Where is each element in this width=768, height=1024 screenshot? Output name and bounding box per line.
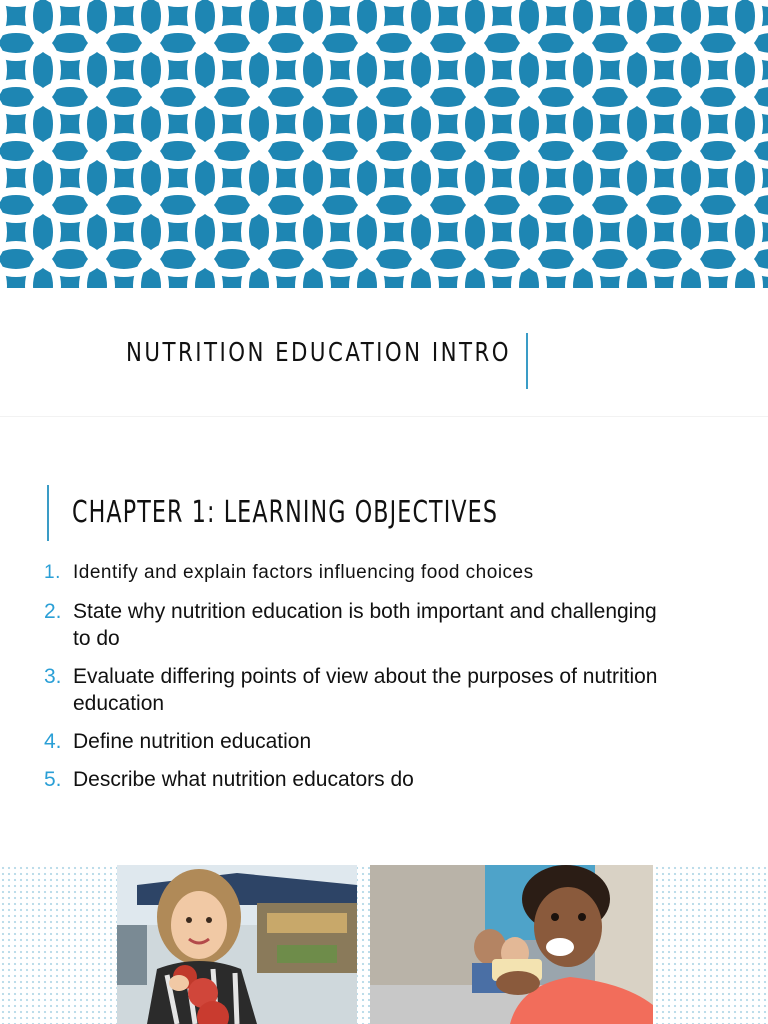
objectives-list (44, 559, 664, 804)
list-number: 4. (44, 730, 62, 753)
list-item (44, 728, 664, 755)
list-item (44, 598, 664, 652)
list-item (44, 766, 664, 793)
girl-eating-sandwich-photo (370, 865, 653, 1024)
objectives-heading: CHAPTER 1: LEARNING OBJECTIVES (72, 495, 499, 530)
list-number: 5. (44, 768, 62, 791)
list-number: 2. (44, 600, 62, 623)
list-item (44, 663, 664, 717)
list-text: Identify and explain factors influencing food choices (73, 562, 534, 583)
slide-objectives (0, 417, 768, 1024)
list-number: 3. (44, 665, 62, 688)
list-number: 1. (44, 562, 61, 583)
child-with-tomatoes-photo (117, 865, 357, 1024)
list-text: State why nutrition education is both important and challenging to do (73, 600, 657, 650)
slide-title-text: NUTRITION EDUCATION INTRO (126, 338, 511, 368)
title-accent-bar (526, 333, 528, 389)
heading-accent-bar (47, 485, 49, 541)
list-text: Evaluate differing points of view about the purposes of nutrition education (73, 665, 658, 715)
list-item (44, 559, 664, 586)
decorative-pattern-banner (0, 0, 768, 288)
list-text: Describe what nutrition educators do (73, 768, 414, 791)
list-text: Define nutrition education (73, 730, 312, 753)
slide-title (0, 0, 768, 416)
